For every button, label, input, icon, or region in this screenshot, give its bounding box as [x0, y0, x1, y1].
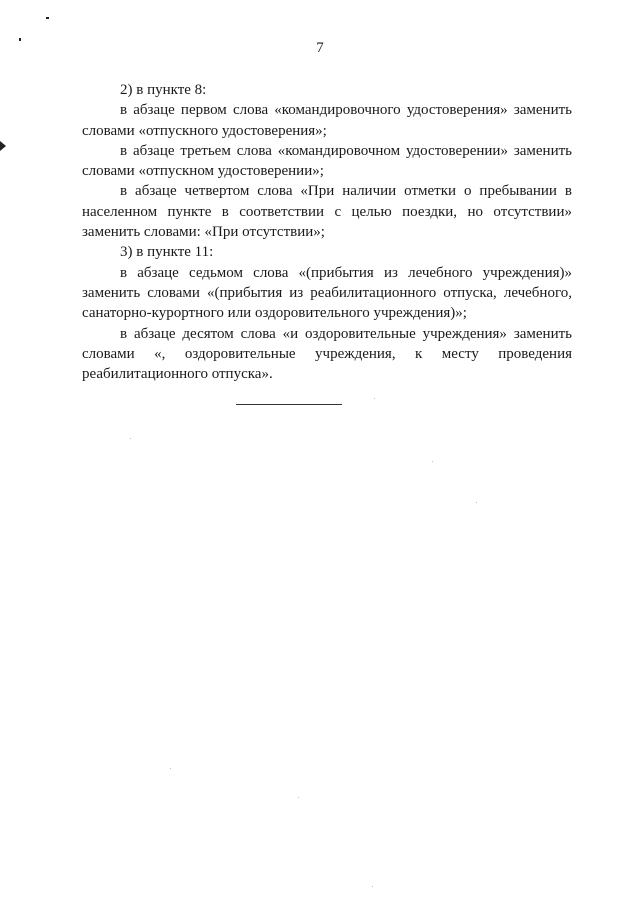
scan-mark: [46, 17, 49, 19]
end-separator-line: [236, 404, 342, 405]
binding-mark: [0, 141, 6, 151]
scan-speck: [170, 768, 171, 769]
scan-speck: [374, 398, 375, 399]
scan-speck: [372, 886, 373, 887]
page-number: 7: [316, 40, 324, 56]
amendment-paragraph: в абзаце седьмом слова «(прибытия из лечебного учреждения)» заменить словами «(прибытия из реабилитационного отпуска, лечебного, санаторно-курортного или оздоровительного учреждения)»;: [82, 264, 572, 322]
scan-speck: [298, 797, 299, 798]
scan-speck: [130, 438, 131, 439]
amendment-paragraph: в абзаце десятом слова «и оздоровительные учреждения» заменить словами «, оздоровительные учреждения, к месту проведения реабилитационного отпуска».: [82, 325, 572, 383]
amendment-item-heading: 2) в пункте 8:: [120, 82, 207, 98]
scan-speck: [432, 461, 433, 462]
scan-mark: [19, 38, 21, 41]
amendment-paragraph: в абзаце третьем слова «командировочном удостоверении» заменить словами «отпускном удостоверении»;: [82, 142, 572, 180]
amendment-paragraph: в абзаце первом слова «командировочного удостоверения» заменить словами «отпускного удостоверения»;: [82, 102, 572, 139]
scan-speck: [476, 502, 477, 503]
document-body: [82, 80, 572, 384]
amendment-paragraph: в абзаце четвертом слова «При наличии отметки о пребывании в населенном пункте в соответствии с целью поездки, но отсутствии» заменить словами: «При отсутствии»;: [82, 183, 572, 241]
amendment-item-heading: 3) в пункте 11:: [120, 244, 214, 261]
